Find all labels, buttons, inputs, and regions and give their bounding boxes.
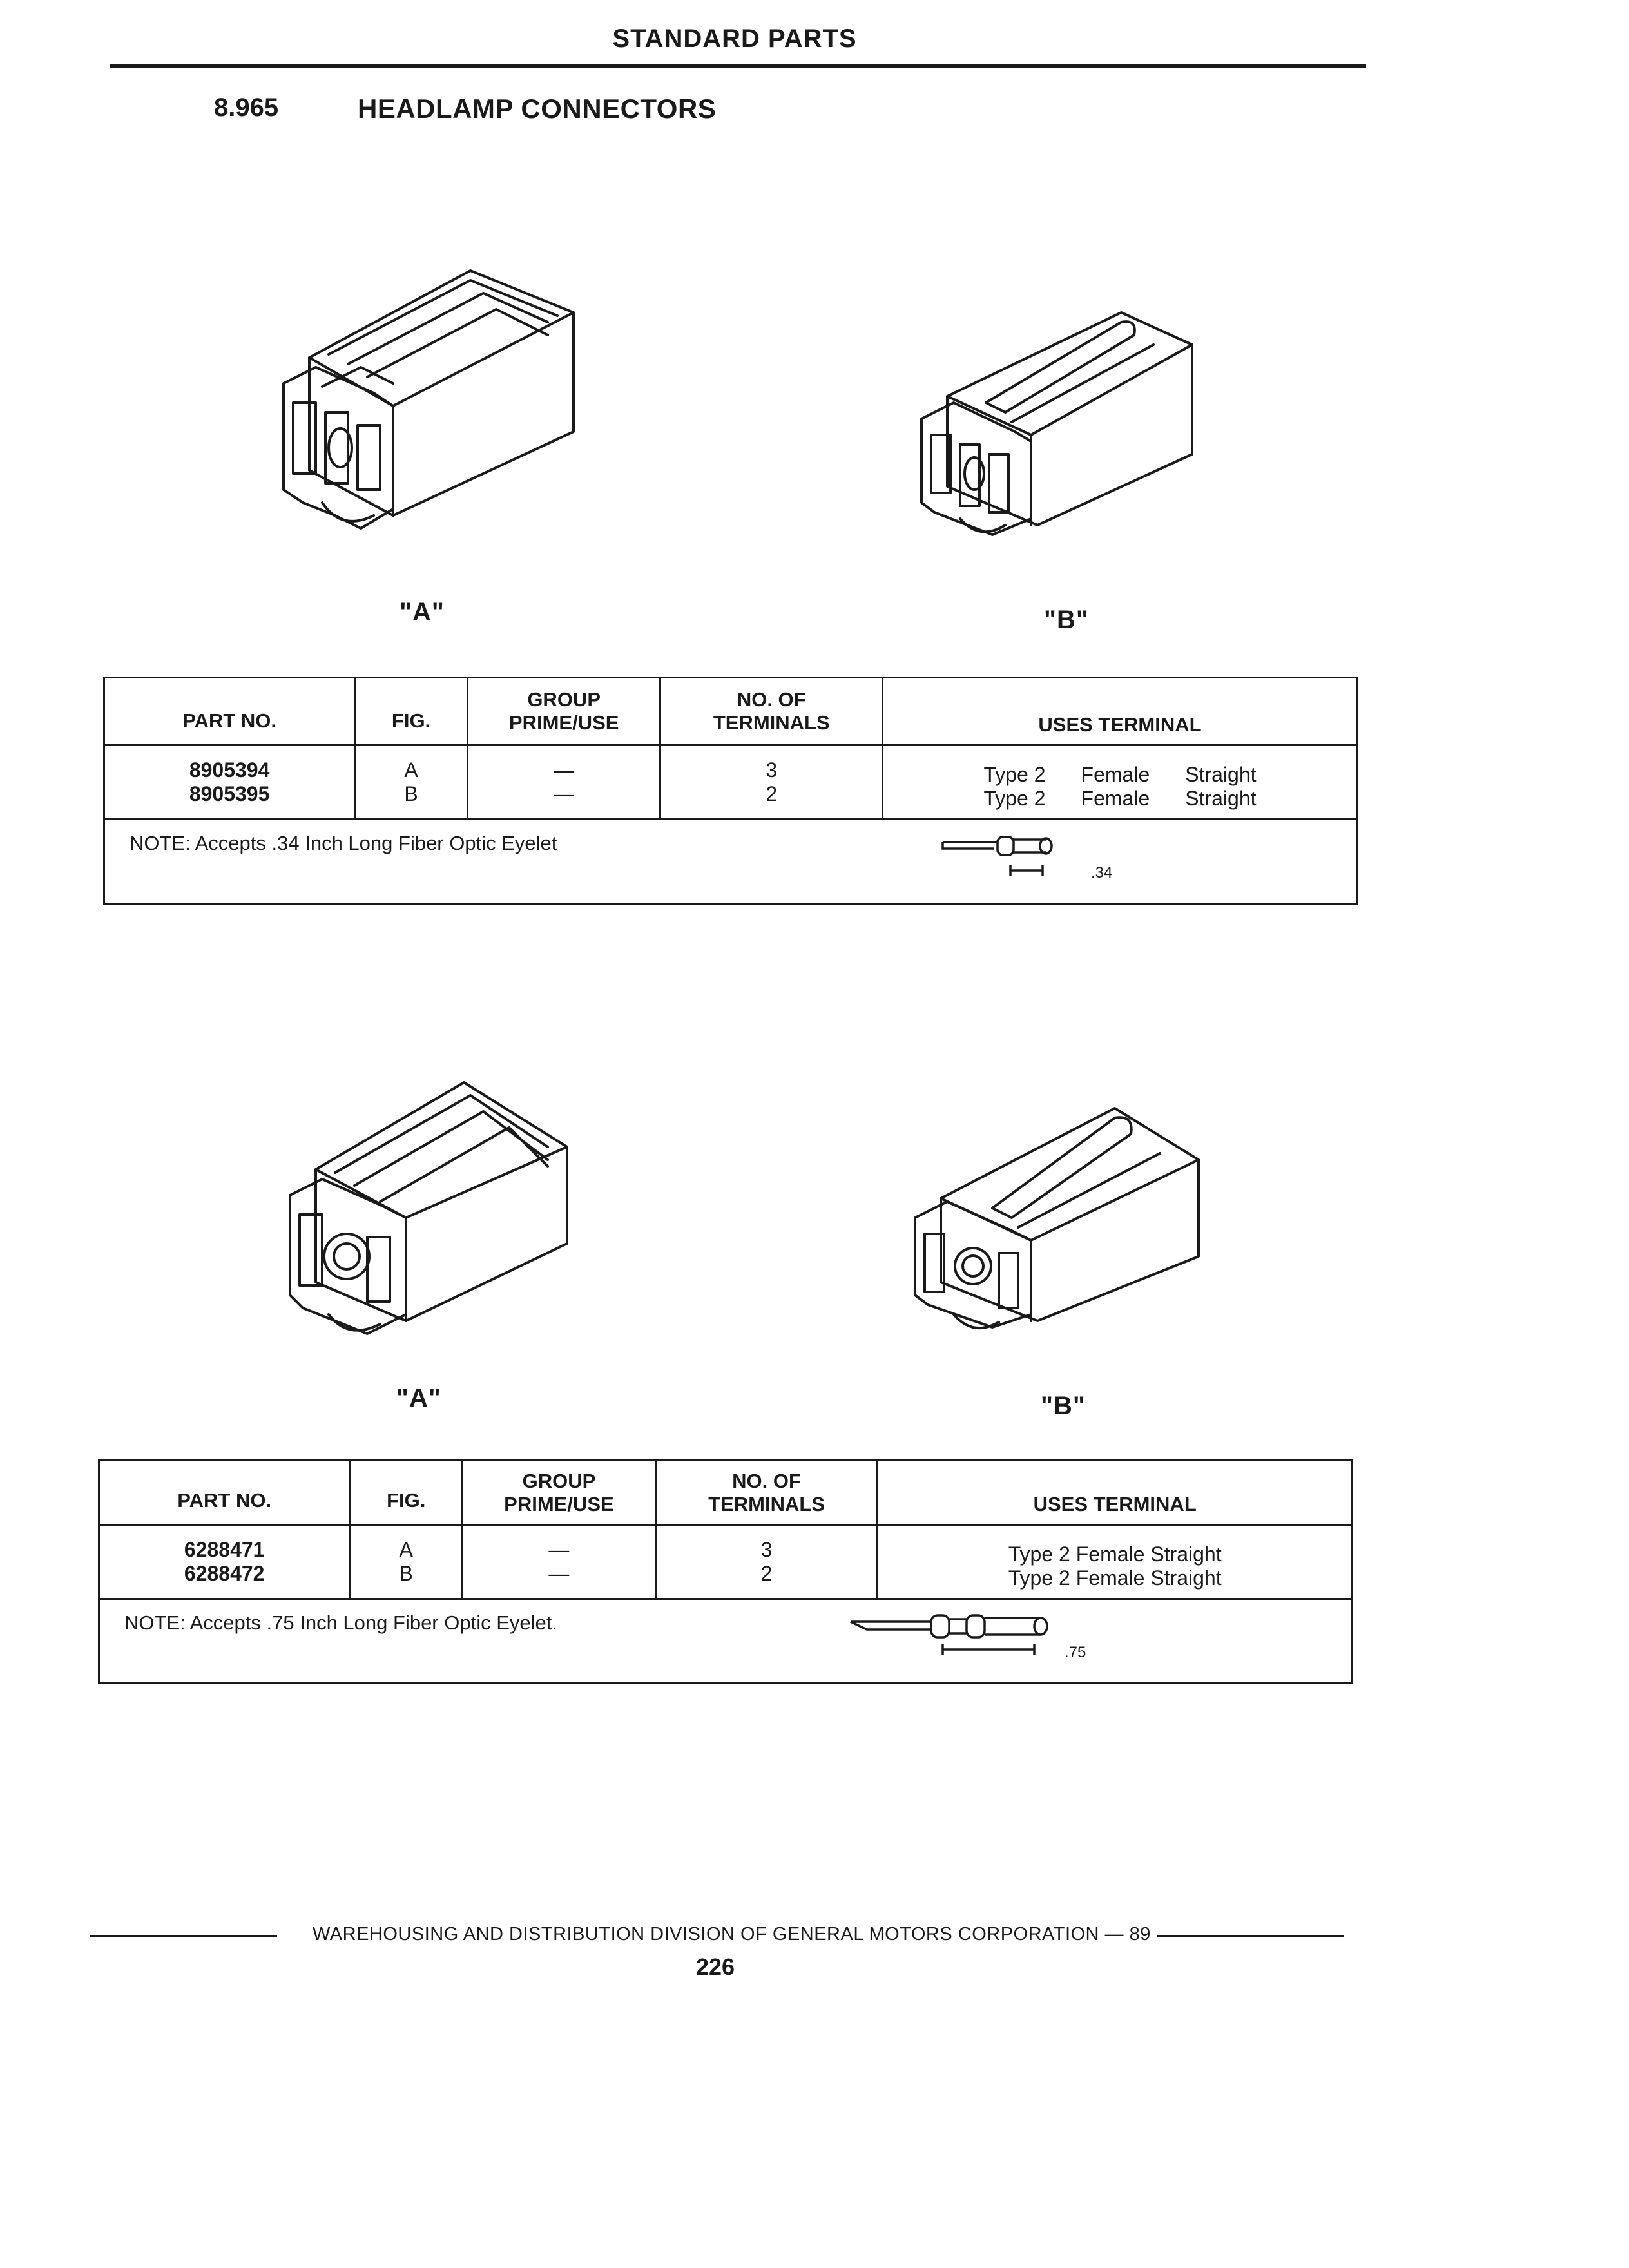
note-text-2: NOTE: Accepts .75 Inch Long Fiber Optic Eyelet.: [124, 1611, 557, 1634]
cell-part-numbers: [104, 745, 355, 820]
page-number: 226: [696, 1954, 735, 1980]
page-header-title: STANDARD PARTS: [612, 24, 857, 53]
connector-a-illustration-2: [264, 1076, 586, 1334]
eyelet-34-icon: [936, 829, 1104, 887]
col-part-no: PART NO.: [104, 678, 355, 745]
col-uses-terminal: USES TERMINAL: [882, 678, 1357, 745]
footer-rule-right: [1157, 1935, 1344, 1937]
header-rule: [110, 64, 1366, 68]
col-fig: FIG.: [355, 678, 468, 745]
col-fig-2: FIG.: [350, 1461, 463, 1525]
part-no-8905395: 8905395: [189, 782, 270, 805]
section-title: HEADLAMP CONNECTORS: [358, 93, 717, 124]
parts-table-1: [103, 677, 1358, 905]
footer-text: WAREHOUSING AND DISTRIBUTION DIVISION OF GENERAL MOTORS CORPORATION — 89: [313, 1924, 1151, 1945]
col-uses-terminal-2: USES TERMINAL: [878, 1461, 1353, 1525]
cell-terminals: 3 2: [660, 745, 883, 820]
footer-rule-left: [90, 1935, 277, 1937]
cell-groups: — —: [467, 745, 660, 820]
col-group-prime-use-2: GROUP PRIME/USE: [463, 1461, 656, 1525]
note-row-1: [104, 820, 1358, 904]
eyelet-75-icon: [847, 1604, 1079, 1668]
cell-figs-2: A B: [350, 1525, 463, 1599]
connector-b-illustration-2: [902, 1102, 1224, 1327]
parts-table-2: [98, 1459, 1353, 1684]
cell-groups-2: — —: [463, 1525, 656, 1599]
figure-b-label-1: "B": [1044, 606, 1089, 634]
figure-b-label-2: "B": [1041, 1392, 1086, 1420]
cell-part-numbers-2: [99, 1525, 350, 1599]
col-group-prime-use: GROUP PRIME/USE: [467, 678, 660, 745]
col-no-of-terminals-2: NO. OF TERMINALS: [655, 1461, 878, 1525]
cell-figs: A B: [355, 745, 468, 820]
note-row-2: [99, 1599, 1353, 1684]
dimension-label-2: .75: [1065, 1644, 1086, 1661]
cell-uses-terminal-2: Type 2 Female Straight Type 2 Female Straight: [878, 1525, 1353, 1599]
figure-a-label-2: "A": [396, 1384, 441, 1412]
section-number: 8.965: [214, 93, 279, 122]
col-no-of-terminals: NO. OF TERMINALS: [660, 678, 883, 745]
connector-a-illustration-1: [264, 258, 599, 541]
col-part-no-2: PART NO.: [99, 1461, 350, 1525]
cell-uses-terminal: Type 2 Female Straight Type 2 Female Straight: [882, 745, 1357, 820]
part-no-8905394: 8905394: [189, 758, 270, 782]
part-no-6288471: 6288471: [184, 1538, 265, 1561]
figure-a-label-1: "A": [400, 598, 445, 626]
cell-terminals-2: 3 2: [655, 1525, 878, 1599]
part-no-6288472: 6288472: [184, 1562, 265, 1585]
connector-b-illustration-1: [909, 306, 1218, 538]
dimension-label-1: .34: [1091, 864, 1113, 881]
note-text-1: NOTE: Accepts .34 Inch Long Fiber Optic Eyelet: [130, 832, 557, 854]
